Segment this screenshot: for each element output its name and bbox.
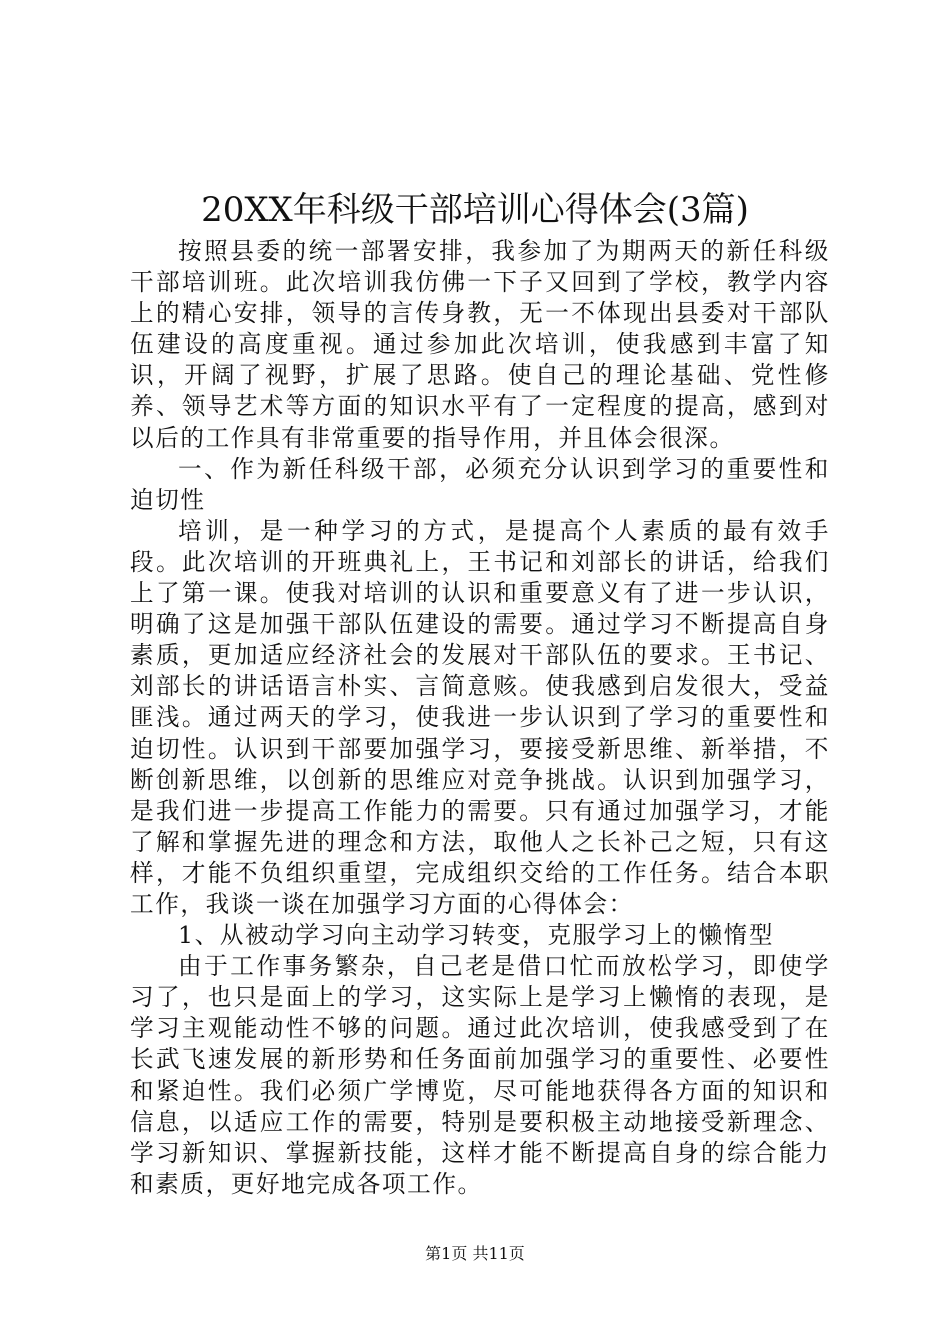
subsection-heading-1: 1、从被动学习向主动学习转变，克服学习上的懒惰型	[178, 921, 775, 950]
document-body	[130, 236, 830, 1200]
document-title: 20XX年科级干部培训心得体会(3篇)	[201, 190, 749, 230]
paragraph-training: 培训，是一种学习的方式，是提高个人素质的最有效手段。此次培训的开班典礼上，王书记和刘部长的讲话，给我们上了第一课。使我对培训的认识和重要意义有了进一步认识，明确了这是加强干部队伍建设的需要。通过学习不断提高自身素质，更加适应经济社会的发展对干部队伍的要求。王书记、刘部长的讲话语言朴实、言简意赅。使我感到启发很大，受益匪浅。通过两天的学习，使我进一步认识到了学习的重要性和迫切性。认识到干部要加强学习，要接受新思维、新举措，不断创新思维，以创新的思维应对竞争挑战。认识到加强学习，是我们进一步提高工作能力的需要。只有通过加强学习，才能了解和掌握先进的理念和方法，取他人之长补己之短，只有这样，才能不负组织重望，完成组织交给的工作任务。结合本职工作，我谈一谈在加强学习方面的心得体会：	[130, 516, 830, 918]
paragraph-study: 由于工作事务繁杂，自己老是借口忙而放松学习，即使学习了，也只是面上的学习，这实际上是学习上懒惰的表现，是学习主观能动性不够的问题。通过此次培训，使我感受到了在长武飞速发展的新形势和任务面前加强学习的重要性、必要性和紧迫性。我们必须广学博览，尽可能地获得各方面的知识和信息，以适应工作的需要，特别是要积极主动地接受新理念、学习新知识、掌握新技能，这样才能不断提高自身的综合能力和素质，更好地完成各项工作。	[130, 952, 830, 1198]
paragraph-intro: 按照县委的统一部署安排，我参加了为期两天的新任科级干部培训班。此次培训我仿佛一下子又回到了学校，教学内容上的精心安排，领导的言传身教，无一不体现出县委对干部队伍建设的高度重视。通过参加此次培训，使我感到丰富了知识，开阔了视野，扩展了思路。使自己的理论基础、党性修养、领导艺术等方面的知识水平有了一定程度的提高，感到对以后的工作具有非常重要的指导作用，并且体会很深。	[130, 237, 830, 452]
section-heading-1: 一、作为新任科级干部，必须充分认识到学习的重要性和迫切性	[130, 454, 830, 514]
page-footer: 第1页 共11页	[425, 1244, 525, 1263]
